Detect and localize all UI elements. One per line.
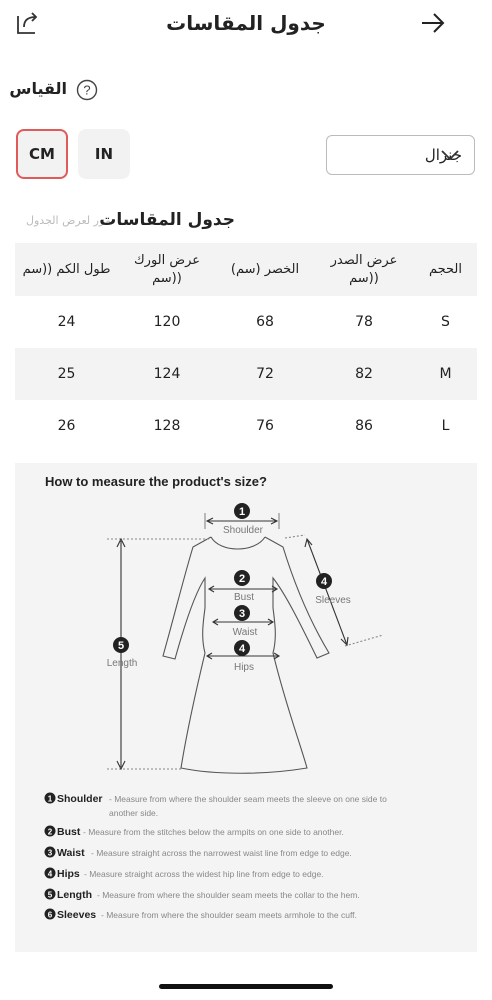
svg-text:Sleeves: Sleeves (57, 909, 97, 921)
cell-sleeve: 24 (57, 314, 76, 330)
svg-text:- Measure from where the shoul: - Measure from where the shoulder seam meets the sleeve on one side to (109, 794, 387, 804)
sleeve-measure-line (285, 535, 383, 646)
cell-bust: 82 (314, 348, 414, 400)
svg-text:?: ? (83, 82, 91, 98)
cell-hip: 128 (153, 418, 181, 434)
col-hip-width: عرض الورك ((سم (118, 243, 216, 296)
svg-text:Hips: Hips (57, 868, 80, 880)
cell-hip: 124 (118, 348, 216, 400)
svg-text:2: 2 (238, 573, 246, 585)
cell-hip: 120 (153, 314, 181, 330)
svg-text:4: 4 (320, 576, 328, 588)
cell-sleeve: 26 (57, 418, 76, 434)
svg-text:3: 3 (47, 848, 53, 858)
cell-waist: 68 (256, 314, 274, 330)
length-measure-line (107, 539, 211, 769)
size-section-label: القياس (9, 79, 67, 98)
svg-text:- Measure straight across the: - Measure straight across the widest hip line from edge to edge. (84, 869, 324, 879)
size-standard-dropdown[interactable] (326, 135, 475, 175)
length-label: Length (106, 658, 138, 669)
chevron-down-icon (440, 148, 460, 162)
instruction-bust (45, 826, 344, 839)
svg-text:5: 5 (47, 890, 53, 900)
instruction-waist (45, 847, 352, 860)
svg-text:Waist: Waist (57, 847, 85, 859)
svg-text:2: 2 (47, 827, 53, 837)
svg-text:6: 6 (47, 910, 53, 920)
table-header-row (15, 243, 477, 296)
cell-size: S (441, 314, 450, 330)
svg-text:- Measure from where the shoul: - Measure from where the shoulder seam meets the collar to the hem. (97, 890, 360, 900)
help-icon[interactable] (76, 79, 98, 101)
table-row (15, 296, 477, 348)
dropdown-value: جنرال (424, 146, 462, 164)
col-sleeve-length: طول الكم ((سم (15, 243, 118, 296)
svg-text:- Measure from where the shoul: - Measure from where the shoulder seam meets armhole to the cuff. (101, 910, 357, 920)
measure-instructions (45, 793, 388, 922)
table-title: جدول المقاسات (99, 210, 235, 230)
svg-text:another side.: another side. (109, 808, 159, 818)
bust-label: Bust (233, 592, 255, 603)
cell-sleeve: 25 (15, 348, 118, 400)
instruction-hips (45, 868, 324, 881)
svg-text:1: 1 (47, 794, 53, 804)
svg-text:5: 5 (117, 640, 125, 652)
waist-label: Waist (232, 627, 258, 638)
svg-text:- Measure straight across the: - Measure straight across the narrowest waist line from edge to edge. (91, 848, 352, 858)
page-title: جدول المقاسات (166, 11, 326, 35)
svg-text:4: 4 (238, 643, 246, 655)
svg-text:Shoulder: Shoulder (57, 793, 103, 805)
instruction-shoulder (45, 793, 388, 819)
guide-heading: How to measure the product's size? (45, 474, 267, 489)
cell-size: L (441, 418, 450, 434)
shoulder-label: Shoulder (222, 525, 264, 536)
svg-text:1: 1 (238, 506, 246, 518)
back-arrow-icon[interactable] (420, 10, 446, 36)
col-waist: (الخصر (سم (216, 243, 314, 296)
svg-text:4: 4 (47, 869, 53, 879)
measurement-guide (15, 463, 477, 952)
instruction-length (45, 889, 360, 902)
col-size: الحجم (414, 243, 477, 296)
table-row (15, 400, 477, 452)
cell-size: M (414, 348, 477, 400)
table-row (15, 348, 477, 400)
table-scroll-hint: مرر لعرض الجدول (26, 214, 111, 227)
svg-text:Length: Length (57, 889, 92, 901)
home-indicator[interactable] (159, 984, 333, 989)
svg-text:- Measure from the stitches be: - Measure from the stitches below the armpits on one side to another. (83, 827, 344, 837)
size-table (15, 243, 477, 452)
svg-text:Bust: Bust (57, 826, 81, 838)
col-bust-width: عرض الصدر ((سم (314, 243, 414, 296)
hips-label: Hips (233, 662, 255, 673)
unit-in-button[interactable]: IN (78, 129, 130, 179)
sleeves-label: Sleeves (315, 595, 351, 606)
cell-waist: 72 (216, 348, 314, 400)
cell-bust: 78 (355, 314, 373, 330)
instruction-sleeves (45, 909, 357, 922)
unit-cm-button[interactable]: CM (16, 129, 68, 179)
svg-text:3: 3 (238, 608, 246, 620)
cell-waist: 76 (256, 418, 274, 434)
cell-bust: 86 (355, 418, 373, 434)
